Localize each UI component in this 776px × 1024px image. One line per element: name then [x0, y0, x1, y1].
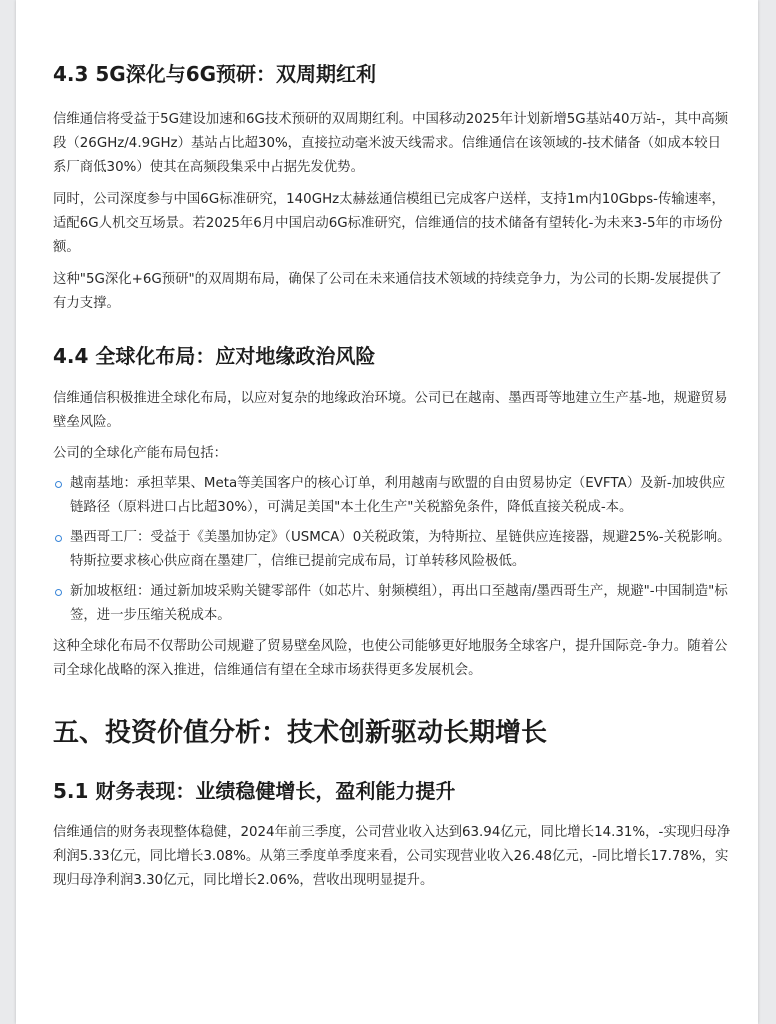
section-4-3-paragraph-2: 同时，公司深度参与中国6G标准研究，140GHz太赫兹通信模组已完成客户送样，支持1m内10Gbps-传输速率，适配6G人机交互场景。若2025年6月中国启动6G标准研究，信维通信的技术储备有望转化-为未来3-5年的市场份额。	[53, 192, 725, 255]
section-4-4-list-intro: 公司的全球化产能布局包括：	[53, 446, 228, 461]
list-item-text: 新加坡枢纽：通过新加坡采购关键零部件（如芯片、射频模组），再出口至越南/墨西哥生产，规避"-中国制造"标签，进一步压缩关税成本。	[70, 584, 728, 623]
bullet-icon	[55, 589, 62, 596]
section-4-4-heading: 4.4 全球化布局：应对地缘政治风险	[53, 344, 376, 368]
chapter-5-heading: 五、投资价值分析：技术创新驱动长期增长	[53, 718, 548, 748]
global-layout-list	[53, 472, 733, 628]
bullet-icon	[55, 481, 62, 488]
list-item-text: 墨西哥工厂：受益于《美墨加协定》（USMCA）0关税政策，为特斯拉、星链供应连接器，规避25%-关税影响。特斯拉要求核心供应商在墨建厂，信维已提前完成布局，订单转移风险极低。	[70, 530, 731, 569]
section-4-3-paragraph-3: 这种"5G深化+6G预研"的双周期布局，确保了公司在未来通信技术领域的持续竞争力，为公司的长期-发展提供了有力支撑。	[53, 272, 722, 311]
list-item-vietnam	[53, 472, 733, 520]
list-item-singapore	[53, 580, 733, 628]
bullet-icon	[55, 535, 62, 542]
document-page	[16, 0, 758, 1024]
list-item-text: 越南基地：承担苹果、Meta等美国客户的核心订单，利用越南与欧盟的自由贸易协定（EVFTA）及新-加坡供应链路径（原料进口占比超30%），可满足美国"本土化生产"关税豁免条件，降低直接关税成-本。	[70, 476, 726, 515]
document-content	[53, 58, 733, 893]
section-5-1-heading: 5.1 财务表现：业绩稳健增长，盈利能力提升	[53, 779, 456, 803]
section-5-1-paragraph: 信维通信的财务表现整体稳健，2024年前三季度，公司营业收入达到63.94亿元，同比增长14.31%，-实现归母净利润5.33亿元，同比增长3.08%。从第三季度单季度来看，公司实现营业收入26.48亿元，-同比增长17.78%，实现归母净利润3.30亿元，同比增长2.06%，营收出现明显提升。	[53, 825, 731, 888]
section-4-4-conclusion: 这种全球化布局不仅帮助公司规避了贸易壁垒风险，也使公司能够更好地服务全球客户，提升国际竞-争力。随着公司全球化战略的深入推进，信维通信有望在全球市场获得更多发展机会。	[53, 639, 728, 678]
section-4-3-heading: 4.3 5G深化与6G预研：双周期红利	[53, 62, 377, 86]
section-4-4-intro: 信维通信积极推进全球化布局，以应对复杂的地缘政治环境。公司已在越南、墨西哥等地建立生产基-地，规避贸易壁垒风险。	[53, 391, 728, 430]
list-item-mexico	[53, 526, 733, 574]
section-4-3-paragraph-1: 信维通信将受益于5G建设加速和6G技术预研的双周期红利。中国移动2025年计划新增5G基站40万站-，其中高频段（26GHz/4.9GHz）基站占比超30%，直接拉动毫米波天线需求。信维通信在该领域的-技术储备（如成本较日系厂商低30%）使其在高频段集采中占据先发优势。	[53, 112, 729, 175]
